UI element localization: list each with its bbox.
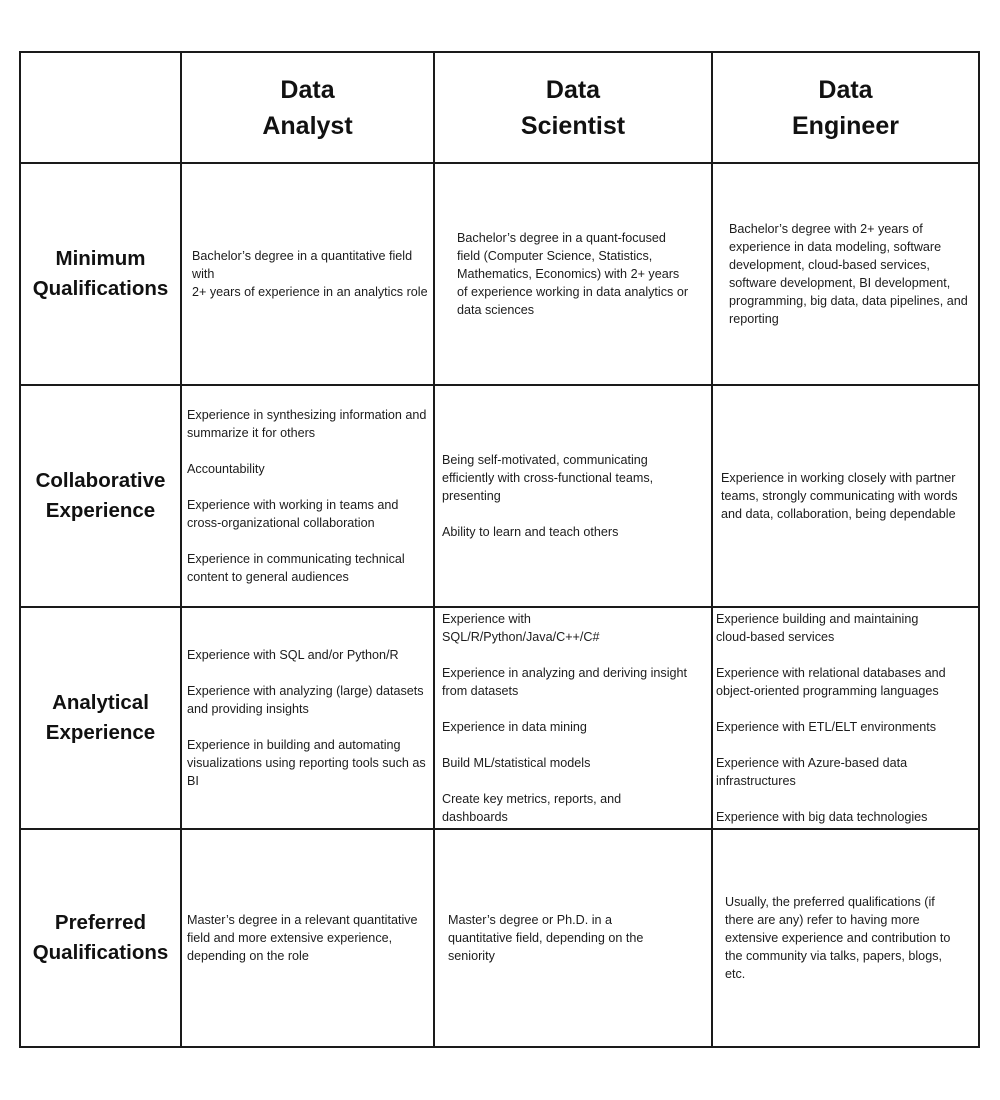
column-header-line: Scientist	[520, 111, 626, 140]
cell-scientist-collaborative	[442, 386, 707, 606]
column-divider	[180, 53, 182, 1046]
cell-text: Experience in communicating technical content to general audiences	[187, 552, 405, 584]
cell-text: Experience in analyzing and deriving insight from datasets	[442, 666, 688, 698]
cell-text: Experience with relational databases and object-oriented programming languages	[716, 666, 946, 698]
cell-text: Experience with ETL/ELT environments	[716, 720, 937, 734]
cell-scientist-minimum	[457, 164, 707, 384]
row-header-line: Experience	[45, 721, 156, 744]
comparison-table	[19, 51, 980, 1048]
cell-scientist-preferred	[448, 830, 707, 1046]
row-header-collaborative-experience	[21, 386, 180, 606]
cell-text: Experience building and maintaining cloud-based services	[716, 612, 919, 644]
cell-text: Experience with working in teams and cross-organizational collaboration	[187, 498, 399, 530]
cell-text: Experience with big data technologies	[716, 810, 928, 824]
row-header-analytical-experience	[21, 608, 180, 828]
cell-analyst-analytical	[187, 608, 431, 828]
row-header-preferred-qualifications	[21, 830, 180, 1046]
cell-engineer-preferred	[725, 830, 975, 1046]
cell-text: Master’s degree in a relevant quantitative field and more extensive experience, depending on the role	[187, 913, 418, 963]
cell-text: Experience with SQL/R/Python/Java/C++/C#	[442, 612, 600, 644]
cell-text: Usually, the preferred qualifications (if there are any) refer to having more extensive experience and contribution to the community via talks, papers, blogs, etc.	[725, 895, 951, 981]
cell-text: Bachelor’s degree in a quantitative field with 2+ years of experience in an analytics role	[192, 249, 428, 299]
cell-analyst-preferred	[187, 830, 431, 1046]
row-header-line: Collaborative	[35, 469, 166, 492]
column-header-data-engineer	[713, 53, 978, 162]
row-header-line: Qualifications	[32, 277, 169, 300]
column-header-line: Data	[818, 75, 873, 104]
cell-text: Experience in data mining	[442, 720, 587, 734]
row-header-line: Analytical	[52, 691, 149, 714]
cell-text: Experience in synthesizing information and summarize it for others	[187, 408, 427, 440]
cell-text: Experience with SQL and/or Python/R	[187, 648, 399, 662]
cell-scientist-analytical	[442, 608, 710, 828]
cell-text: Bachelor’s degree with 2+ years of experience in data modeling, software development, cloud-based services, software development, BI development, programming, big data, data pipelines, and reporting	[729, 222, 968, 326]
cell-text: Build ML/statistical models	[442, 756, 591, 770]
cell-engineer-minimum	[729, 164, 974, 384]
column-divider	[433, 53, 435, 1046]
cell-text: Being self-motivated, communicating efficiently with cross-functional teams, presenting	[442, 453, 654, 503]
cell-analyst-minimum	[192, 164, 428, 384]
cell-engineer-collaborative	[721, 386, 973, 606]
row-header-line: Minimum	[55, 247, 146, 270]
cell-text: Create key metrics, reports, and dashboards	[442, 792, 622, 824]
cell-text: Ability to learn and teach others	[442, 525, 619, 539]
column-header-line: Analyst	[262, 111, 353, 140]
column-header-line: Engineer	[792, 111, 899, 140]
column-header-data-scientist	[435, 53, 711, 162]
cell-text: Experience with analyzing (large) datasets and providing insights	[187, 684, 424, 716]
row-header-line: Preferred	[54, 911, 147, 934]
row-header-line: Qualifications	[32, 941, 169, 964]
cell-analyst-collaborative	[187, 386, 431, 606]
column-header-data-analyst	[182, 53, 433, 162]
column-header-line: Data	[545, 75, 601, 104]
cell-text: Master’s degree or Ph.D. in a quantitative field, depending on the seniority	[448, 913, 644, 963]
cell-text: Bachelor’s degree in a quant-focused field (Computer Science, Statistics, Mathematics, Economics) with 2+ years of experience working in data analytics or data sciences	[457, 231, 689, 317]
row-header-line: Experience	[45, 499, 156, 522]
row-header-minimum-qualifications	[21, 164, 180, 384]
cell-text: Accountability	[187, 462, 265, 476]
column-divider	[711, 53, 713, 1046]
cell-text: Experience in working closely with partner teams, strongly communicating with words and data, collaboration, being dependable	[721, 471, 958, 521]
cell-text: Experience in building and automating visualizations using reporting tools such as BI	[187, 738, 426, 788]
cell-engineer-analytical	[716, 608, 976, 828]
corner-cell	[21, 53, 180, 162]
column-header-line: Data	[280, 75, 335, 104]
cell-text: Experience with Azure-based data infrastructures	[716, 756, 908, 788]
